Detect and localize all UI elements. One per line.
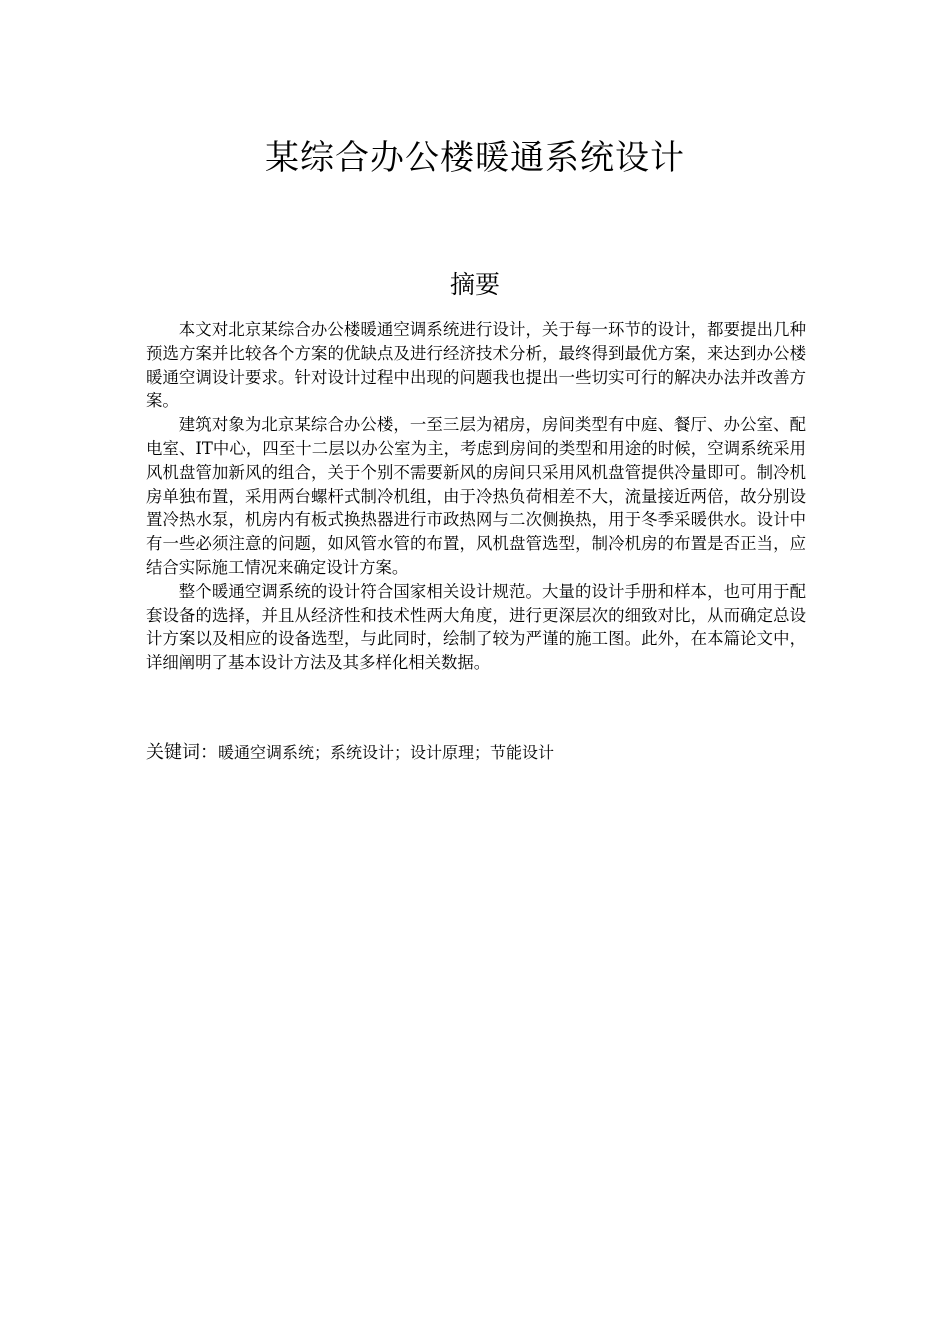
abstract-body bbox=[146, 318, 806, 675]
keywords-label: 关键词： bbox=[146, 742, 218, 763]
keywords-line bbox=[146, 740, 806, 766]
abstract-paragraph-2: 建筑对象为北京某综合办公楼，一至三层为裙房，房间类型有中庭、餐厅、办公室、配电室、IT中心，四至十二层以办公室为主，考虑到房间的类型和用途的时候，空调系统采用风机盘管加新风的组合，关于个别不需要新风的房间只采用风机盘管提供冷量即可。制冷机房单独布置，采用两台螺杆式制冷机组，由于冷热负荷相差不大，流量接近两倍，故分别设置冷热水泵，机房内有板式换热器进行市政热网与二次侧换热，用于冬季采暖供水。设计中有一些必须注意的问题，如风管水管的布置，风机盘管选型，制冷机房的布置是否正当，应结合实际施工情况来确定设计方案。 bbox=[146, 415, 806, 577]
keywords-text: 暖通空调系统；系统设计；设计原理；节能设计 bbox=[218, 743, 555, 762]
abstract-paragraph-1: 本文对北京某综合办公楼暖通空调系统进行设计，关于每一环节的设计，都要提出几种预选方案并比较各个方案的优缺点及进行经济技术分析，最终得到最优方案，来达到办公楼暖通空调设计要求。针对设计过程中出现的问题我也提出一些切实可行的解决办法并改善方案。 bbox=[146, 320, 806, 411]
abstract-heading: 摘要 bbox=[449, 270, 500, 299]
abstract-paragraph-3: 整个暖通空调系统的设计符合国家相关设计规范。大量的设计手册和样本，也可用于配套设备的选择，并且从经济性和技术性两大角度，进行更深层次的细致对比，从而确定总设计方案以及相应的设备选型，与此同时，绘制了较为严谨的施工图。此外，在本篇论文中，详细阐明了基本设计方法及其多样化相关数据。 bbox=[146, 581, 806, 673]
page-title: 某综合办公楼暖通系统设计 bbox=[265, 138, 685, 178]
